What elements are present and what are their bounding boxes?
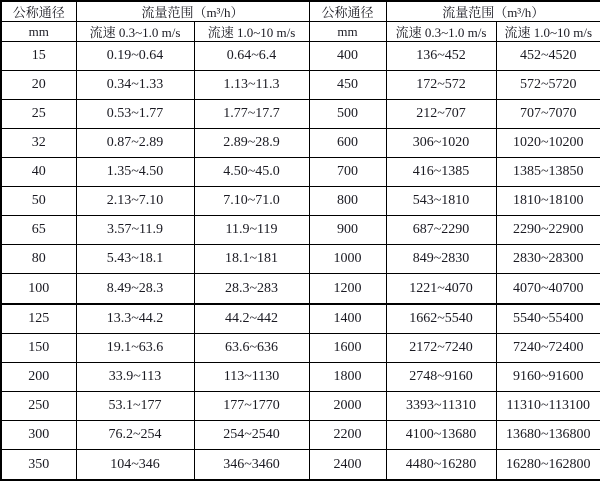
- flow-high-cell: 4070~40700: [496, 274, 600, 304]
- dn-cell: 100: [1, 274, 76, 304]
- flow-low-cell: 212~707: [386, 100, 496, 129]
- table-row: [1, 304, 600, 334]
- dn-cell: 20: [1, 71, 76, 100]
- dn-cell: 900: [309, 216, 386, 245]
- dn-cell: 350: [1, 450, 76, 480]
- flow-high-cell: 44.2~442: [194, 304, 309, 334]
- dn-cell: 25: [1, 100, 76, 129]
- table-row: [1, 245, 600, 274]
- dn-cell: 600: [309, 129, 386, 158]
- flow-high-cell: 28.3~283: [194, 274, 309, 304]
- velocity-low-header-left: 流速 0.3~1.0 m/s: [76, 22, 194, 42]
- flow-low-cell: 2172~7240: [386, 334, 496, 363]
- table-row: [1, 71, 600, 100]
- dn-cell: 1200: [309, 274, 386, 304]
- flow-high-cell: 7.10~71.0: [194, 187, 309, 216]
- flow-low-cell: 1662~5540: [386, 304, 496, 334]
- table-row: [1, 392, 600, 421]
- flow-low-cell: 136~452: [386, 42, 496, 71]
- flow-high-cell: 5540~55400: [496, 304, 600, 334]
- dn-cell: 80: [1, 245, 76, 274]
- table-row: [1, 100, 600, 129]
- flow-high-cell: 254~2540: [194, 421, 309, 450]
- flow-low-cell: 416~1385: [386, 158, 496, 187]
- flow-low-cell: 53.1~177: [76, 392, 194, 421]
- flow-high-cell: 1810~18100: [496, 187, 600, 216]
- diameter-header-right: 公称通径: [309, 1, 386, 22]
- dn-cell: 1800: [309, 363, 386, 392]
- flow-high-cell: 63.6~636: [194, 334, 309, 363]
- flow-low-cell: 3393~11310: [386, 392, 496, 421]
- dn-cell: 300: [1, 421, 76, 450]
- flow-high-cell: 1385~13850: [496, 158, 600, 187]
- flow-high-cell: 18.1~181: [194, 245, 309, 274]
- flow-range-header-right: 流量范围（m³/h）: [386, 1, 600, 22]
- flow-high-cell: 2830~28300: [496, 245, 600, 274]
- flow-low-cell: 306~1020: [386, 129, 496, 158]
- table-row: [1, 129, 600, 158]
- flow-high-cell: 346~3460: [194, 450, 309, 480]
- dn-cell: 40: [1, 158, 76, 187]
- dn-cell: 150: [1, 334, 76, 363]
- flow-low-cell: 33.9~113: [76, 363, 194, 392]
- table-row: [1, 421, 600, 450]
- table-row: [1, 274, 600, 304]
- flow-high-cell: 113~1130: [194, 363, 309, 392]
- flow-high-cell: 2290~22900: [496, 216, 600, 245]
- dn-cell: 65: [1, 216, 76, 245]
- unit-header-right: mm: [309, 22, 386, 42]
- dn-cell: 125: [1, 304, 76, 334]
- flow-low-cell: 104~346: [76, 450, 194, 480]
- dn-cell: 800: [309, 187, 386, 216]
- flow-low-cell: 849~2830: [386, 245, 496, 274]
- flow-low-cell: 8.49~28.3: [76, 274, 194, 304]
- dn-cell: 400: [309, 42, 386, 71]
- flow-low-cell: 2.13~7.10: [76, 187, 194, 216]
- flow-low-cell: 4480~16280: [386, 450, 496, 480]
- flow-low-cell: 687~2290: [386, 216, 496, 245]
- table-row: [1, 187, 600, 216]
- dn-cell: 32: [1, 129, 76, 158]
- table-row: [1, 450, 600, 480]
- flow-low-cell: 0.87~2.89: [76, 129, 194, 158]
- flow-high-cell: 11310~113100: [496, 392, 600, 421]
- flow-high-cell: 2.89~28.9: [194, 129, 309, 158]
- flow-high-cell: 16280~162800: [496, 450, 600, 480]
- flow-range-header-left: 流量范围（m³/h）: [76, 1, 309, 22]
- flow-low-cell: 543~1810: [386, 187, 496, 216]
- flow-low-cell: 0.53~1.77: [76, 100, 194, 129]
- table-row: [1, 158, 600, 187]
- flow-low-cell: 0.19~0.64: [76, 42, 194, 71]
- flow-low-cell: 0.34~1.33: [76, 71, 194, 100]
- flow-low-cell: 2748~9160: [386, 363, 496, 392]
- dn-cell: 2400: [309, 450, 386, 480]
- table-row: [1, 42, 600, 71]
- flow-low-cell: 3.57~11.9: [76, 216, 194, 245]
- header-row-1: [1, 1, 600, 22]
- flow-high-cell: 7240~72400: [496, 334, 600, 363]
- flow-high-cell: 452~4520: [496, 42, 600, 71]
- flow-high-cell: 707~7070: [496, 100, 600, 129]
- flow-high-cell: 13680~136800: [496, 421, 600, 450]
- dn-cell: 500: [309, 100, 386, 129]
- dn-cell: 200: [1, 363, 76, 392]
- table-row: [1, 334, 600, 363]
- dn-cell: 700: [309, 158, 386, 187]
- dn-cell: 50: [1, 187, 76, 216]
- dn-cell: 2000: [309, 392, 386, 421]
- flow-low-cell: 4100~13680: [386, 421, 496, 450]
- dn-cell: 250: [1, 392, 76, 421]
- flow-low-cell: 172~572: [386, 71, 496, 100]
- velocity-low-header-right: 流速 0.3~1.0 m/s: [386, 22, 496, 42]
- flow-low-cell: 1221~4070: [386, 274, 496, 304]
- flow-high-cell: 177~1770: [194, 392, 309, 421]
- dn-cell: 450: [309, 71, 386, 100]
- flow-high-cell: 4.50~45.0: [194, 158, 309, 187]
- dn-cell: 1400: [309, 304, 386, 334]
- dn-cell: 15: [1, 42, 76, 71]
- flow-low-cell: 13.3~44.2: [76, 304, 194, 334]
- table-row: [1, 363, 600, 392]
- flow-high-cell: 9160~91600: [496, 363, 600, 392]
- flow-high-cell: 1020~10200: [496, 129, 600, 158]
- velocity-high-header-left: 流速 1.0~10 m/s: [194, 22, 309, 42]
- unit-header-left: mm: [1, 22, 76, 42]
- velocity-high-header-right: 流速 1.0~10 m/s: [496, 22, 600, 42]
- flow-high-cell: 11.9~119: [194, 216, 309, 245]
- table-row: [1, 216, 600, 245]
- dn-cell: 2200: [309, 421, 386, 450]
- flow-high-cell: 1.77~17.7: [194, 100, 309, 129]
- flow-low-cell: 19.1~63.6: [76, 334, 194, 363]
- dn-cell: 1000: [309, 245, 386, 274]
- flow-low-cell: 5.43~18.1: [76, 245, 194, 274]
- diameter-header-left: 公称通径: [1, 1, 76, 22]
- flow-high-cell: 1.13~11.3: [194, 71, 309, 100]
- header-row-2: [1, 22, 600, 42]
- flow-low-cell: 76.2~254: [76, 421, 194, 450]
- flow-high-cell: 572~5720: [496, 71, 600, 100]
- flow-high-cell: 0.64~6.4: [194, 42, 309, 71]
- flow-low-cell: 1.35~4.50: [76, 158, 194, 187]
- dn-cell: 1600: [309, 334, 386, 363]
